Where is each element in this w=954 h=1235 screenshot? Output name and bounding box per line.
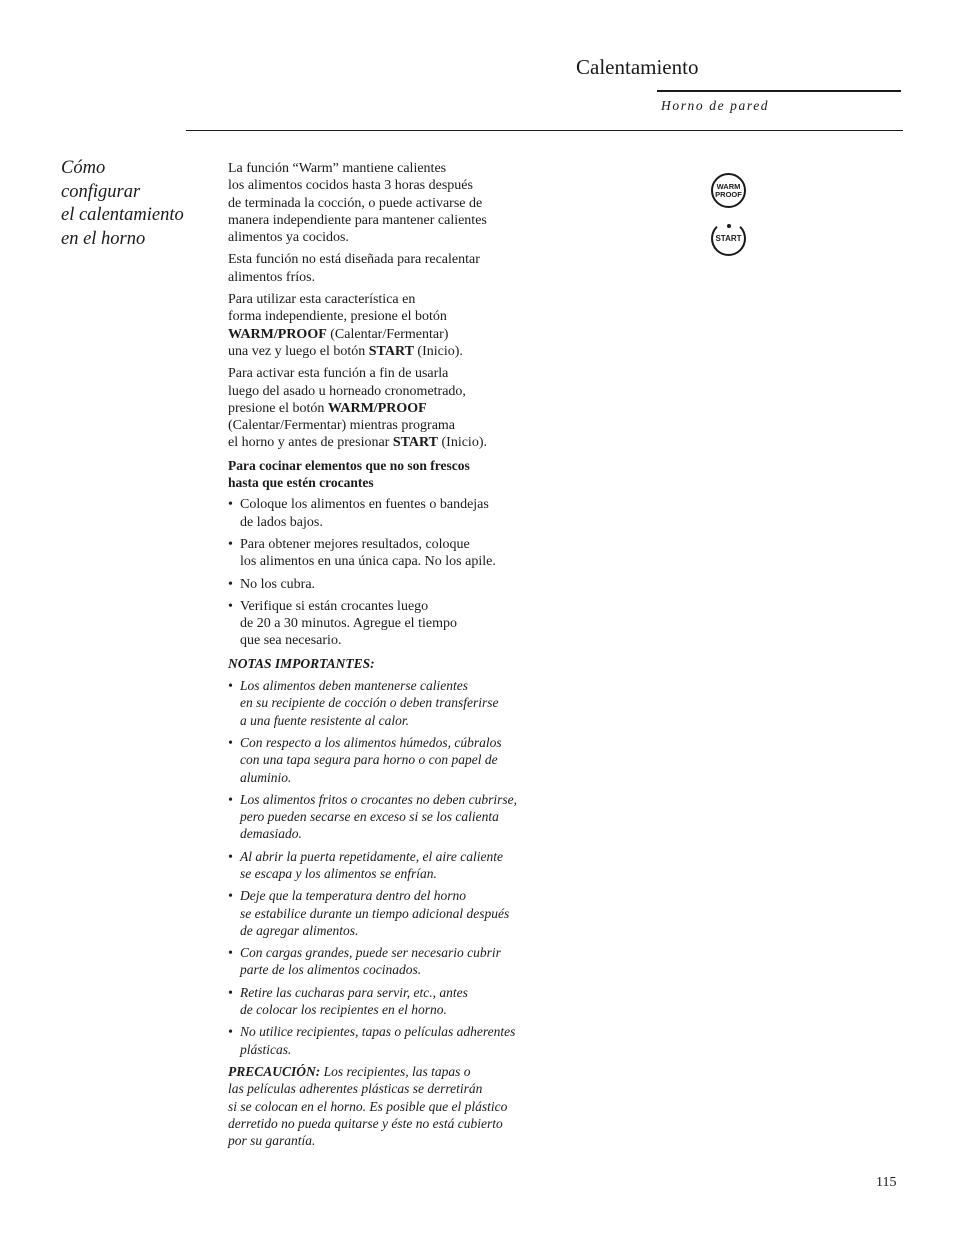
warm-proof-button-icon: [711, 173, 746, 208]
text-line: Al abrir la puerta repetidamente, el aire caliente: [240, 848, 503, 864]
bullet-item: [228, 496, 563, 531]
note-item: [228, 848, 563, 883]
text-line: Para cocinar elementos que no son frescos: [228, 457, 470, 473]
start-button-icon: [711, 221, 746, 256]
bullet-item: [228, 598, 563, 650]
paragraph-independent-use: [228, 291, 563, 360]
text-line: Con cargas grandes, puede ser necesario cubrir: [240, 945, 501, 961]
bullet-dot: •: [228, 888, 233, 904]
indicator-light-icon: [727, 224, 731, 228]
side-heading: [61, 157, 211, 251]
note-item: [228, 984, 563, 1019]
header-rule: [657, 90, 901, 92]
page-number: 115: [876, 1175, 897, 1190]
text-line: [228, 343, 563, 360]
paragraph-intro: [228, 160, 563, 246]
text-fragment: (Inicio).: [438, 435, 487, 451]
paragraph-not-reheat: [228, 251, 563, 286]
warm-icon-label: WARM: [716, 182, 741, 191]
note-item: [228, 677, 563, 729]
note-item: [228, 887, 563, 939]
text-line: forma independiente, presione el botón: [228, 309, 447, 325]
text-line: que sea necesario.: [240, 633, 342, 649]
bullet-dot: •: [228, 734, 233, 750]
text-line: Los alimentos fritos o crocantes no deben cubrirse,: [240, 791, 517, 807]
text-line: de terminada la cocción, o puede activarse de: [228, 195, 483, 211]
text-line: alimentos fríos.: [228, 269, 316, 285]
start-icon-label: START: [715, 234, 742, 243]
text-line: Deje que la temperatura dentro del horno: [240, 888, 466, 904]
proof-icon-label: PROOF: [715, 190, 742, 199]
body-content: [228, 160, 563, 1154]
text-line: Coloque los alimentos en fuentes o bandejas: [240, 497, 489, 513]
warm-proof-label: WARM/PROOF: [228, 326, 327, 342]
text-fragment: Los recipientes, las tapas o: [320, 1063, 471, 1079]
side-heading-line: el calentamiento: [61, 205, 184, 225]
text-line: de agregar alimentos.: [240, 922, 359, 938]
text-line: a una fuente resistente al calor.: [240, 712, 409, 728]
start-label: START: [392, 435, 438, 451]
text-line: con una tapa segura para horno o con papel de: [240, 752, 498, 768]
text-line: [228, 434, 563, 451]
side-heading-line: configurar: [61, 181, 141, 202]
text-line: Para utilizar esta característica en: [228, 292, 416, 308]
start-label: START: [368, 343, 414, 359]
bullet-dot: •: [228, 945, 233, 961]
paragraph-after-cooking: [228, 365, 563, 451]
crisp-subheading: [228, 457, 563, 492]
note-item: [228, 791, 563, 843]
text-line: [228, 1063, 563, 1080]
text-line: La función “Warm” mantiene calientes: [228, 161, 447, 176]
bullet-dot: •: [228, 598, 233, 614]
text-line: luego del asado u horneado cronometrado,: [228, 383, 466, 399]
bullet-dot: •: [228, 576, 233, 592]
text-line: [228, 326, 563, 343]
text-line: de lados bajos.: [240, 514, 323, 530]
bullet-dot: •: [228, 497, 233, 513]
text-fragment: una vez y luego el botón: [228, 343, 369, 359]
text-line: Con respecto a los alimentos húmedos, cúbralos: [240, 734, 502, 750]
bullet-dot: •: [228, 848, 233, 864]
caution-label: PRECAUCIÓN:: [228, 1063, 321, 1079]
text-line: se escapa y los alimentos se enfrían.: [240, 865, 437, 881]
text-line: de colocar los recipientes en el horno.: [240, 1002, 447, 1018]
section-divider: [186, 130, 903, 131]
text-line: aluminio.: [240, 769, 292, 785]
section-title: Calentamiento: [576, 55, 699, 79]
text-line: Para obtener mejores resultados, coloque: [240, 536, 470, 552]
text-line: las películas adherentes plásticas se derretirán: [228, 1081, 483, 1097]
note-item: [228, 944, 563, 979]
text-fragment: el horno y antes de presionar: [228, 435, 393, 451]
text-line: si se colocan en el horno. Es posible que el plástico: [228, 1098, 508, 1114]
warm-proof-label: WARM/PROOF: [327, 400, 427, 416]
bullet-dot: •: [228, 536, 233, 552]
text-fragment: (Calentar/Fermentar): [326, 326, 449, 342]
caution-paragraph: [228, 1063, 563, 1149]
text-line: Verifique si están crocantes luego: [240, 598, 429, 614]
text-line: los alimentos en una única capa. No los apile.: [240, 554, 496, 570]
text-line: No utilice recipientes, tapas o películas adherentes: [240, 1024, 516, 1040]
text-line: plásticas.: [240, 1041, 292, 1057]
text-line: Esta función no está diseñada para recalentar: [228, 252, 480, 268]
text-line: pero pueden secarse en exceso si se los calienta: [240, 809, 499, 825]
text-line: alimentos ya cocidos.: [228, 230, 349, 246]
text-line: Retire las cucharas para servir, etc., antes: [240, 984, 468, 1000]
text-line: hasta que estén crocantes: [228, 475, 374, 491]
bullet-item: [228, 576, 563, 593]
text-line: de 20 a 30 minutos. Agregue el tiempo: [240, 616, 457, 632]
side-heading-line: Cómo: [61, 158, 106, 178]
section-subtitle: Horno de pared: [661, 98, 770, 113]
text-line: demasiado.: [240, 826, 302, 842]
text-line: se estabilice durante un tiempo adicional después: [240, 905, 510, 921]
text-line: manera independiente para mantener calientes: [228, 212, 487, 228]
text-line: Los alimentos deben mantenerse calientes: [240, 678, 468, 694]
text-fragment: (Inicio).: [413, 343, 463, 359]
text-line: parte de los alimentos cocinados.: [240, 962, 422, 978]
text-line: por su garantía.: [228, 1133, 316, 1149]
text-line: [228, 400, 563, 417]
bullet-item: [228, 536, 563, 571]
note-item: [228, 734, 563, 786]
bullet-dot: •: [228, 791, 233, 807]
text-line: los alimentos cocidos hasta 3 horas después: [228, 178, 473, 194]
text-line: en su recipiente de cocción o deben transferirse: [240, 695, 499, 711]
text-line: (Calentar/Fermentar) mientras programa: [228, 418, 456, 434]
text-line: Para activar esta función a fin de usarla: [228, 366, 449, 382]
text-line: No los cubra.: [240, 576, 316, 592]
bullet-dot: •: [228, 678, 233, 694]
bullet-dot: •: [228, 1024, 233, 1040]
notes-heading: NOTAS IMPORTANTES:: [228, 655, 375, 671]
text-line: derretido no pueda quitarse y éste no está cubierto: [228, 1115, 503, 1131]
note-item: [228, 1023, 563, 1058]
bullet-dot: •: [228, 984, 233, 1000]
side-heading-line: en el horno: [61, 228, 146, 249]
text-fragment: presione el botón: [228, 400, 328, 416]
